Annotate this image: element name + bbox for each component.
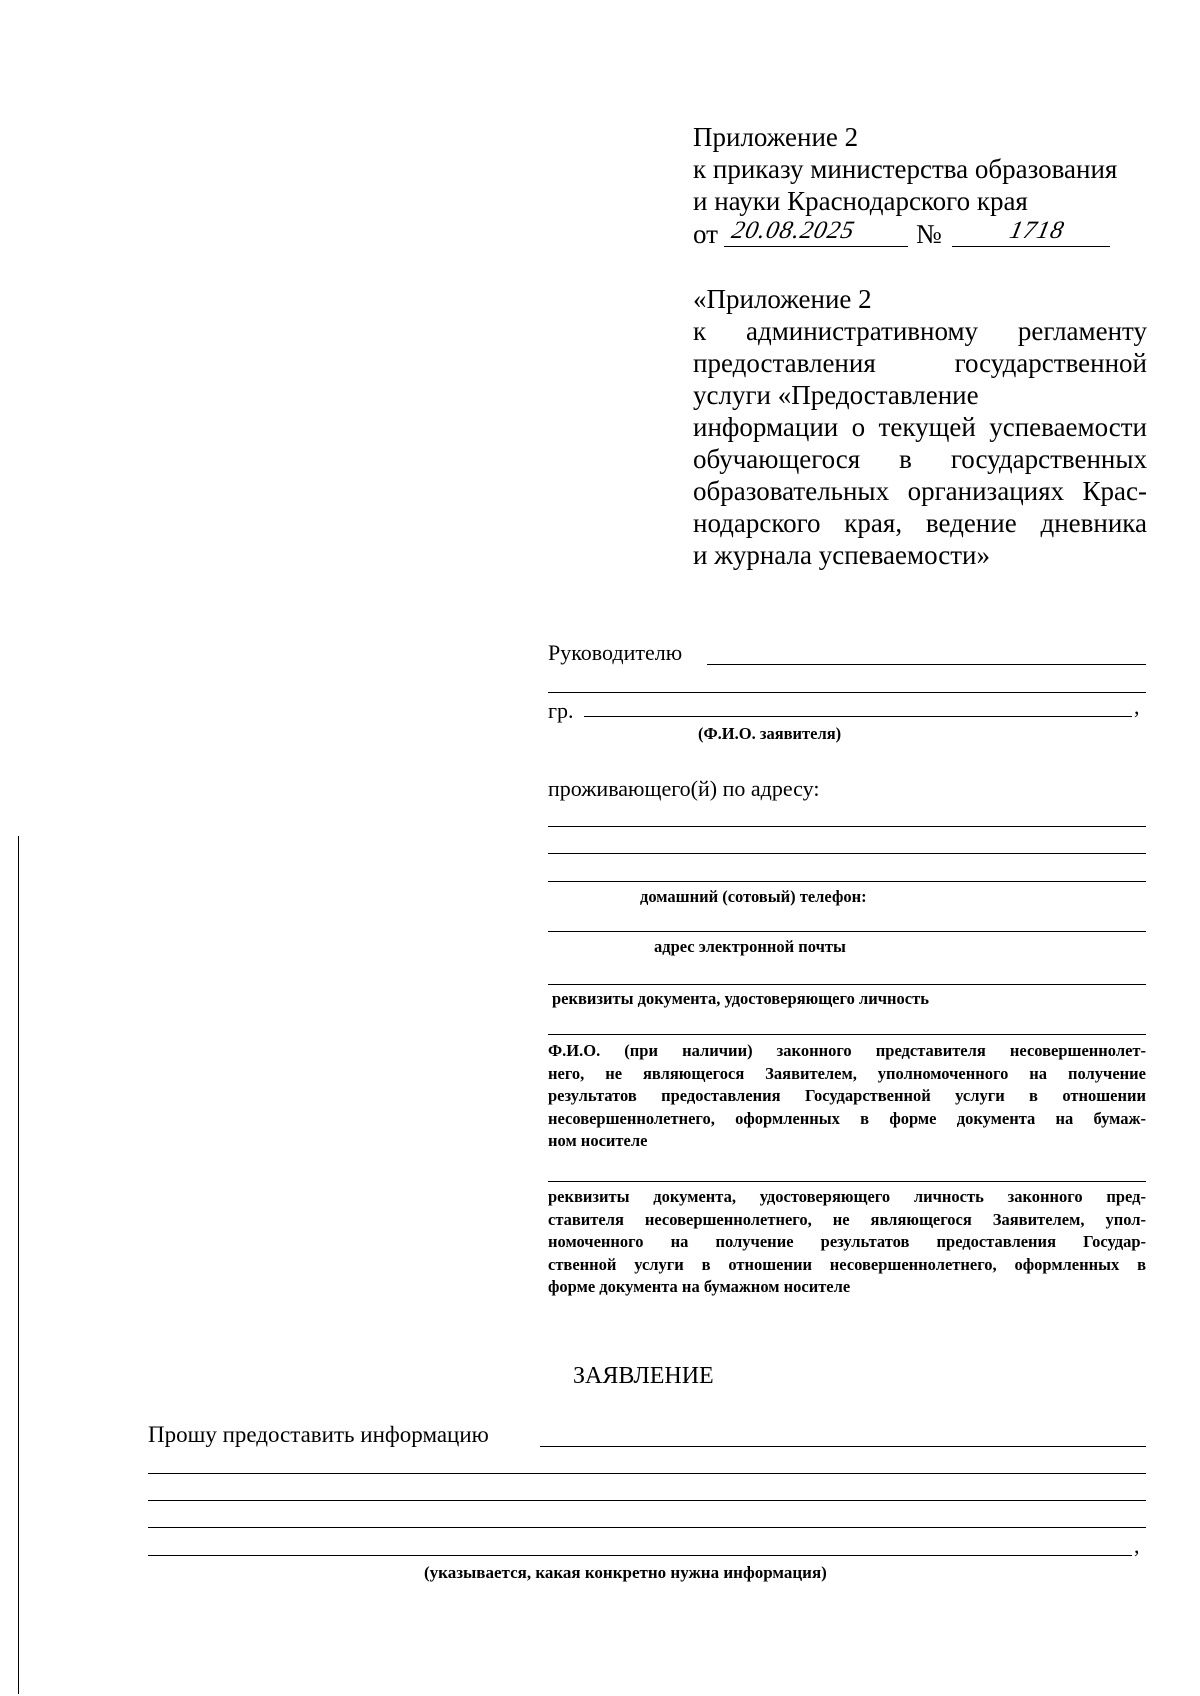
handwritten-date: 20.08.2025 bbox=[729, 217, 858, 244]
address-field-3[interactable] bbox=[548, 881, 1146, 882]
request-label: Прошу предоставить информацию bbox=[148, 1422, 489, 1447]
caption-line: ственной услуги в отношении несовершеннолетнего, оформленных в bbox=[548, 1254, 1146, 1274]
comma: , bbox=[1134, 694, 1140, 719]
regulation-title: «Приложение 2 bbox=[693, 284, 872, 314]
id-doc-caption: реквизиты документа, удостоверяющего личность bbox=[552, 989, 929, 1008]
address-field-2[interactable] bbox=[548, 853, 1146, 854]
caption-line: результатов предоставления Государственной услуги в отношении bbox=[548, 1086, 1146, 1105]
phone-field[interactable] bbox=[548, 931, 1146, 932]
caption-line: номоченного на получение результатов предоставления Государ- bbox=[548, 1232, 1146, 1251]
email-caption: адрес электронной почты bbox=[654, 937, 846, 956]
request-field-5[interactable] bbox=[148, 1555, 1132, 1556]
caption-line: реквизиты документа, удостоверяющего личность законного пред- bbox=[548, 1187, 1146, 1206]
regulation-line: услуги «Предоставление bbox=[693, 380, 979, 410]
statement-title: ЗАЯВЛЕНИЕ bbox=[573, 1363, 714, 1389]
caption-line: Ф.И.О. (при наличии) законного представителя несовершеннолет- bbox=[548, 1041, 1146, 1060]
regulation-line: и журнала успеваемости» bbox=[693, 540, 990, 570]
id-doc-field[interactable] bbox=[548, 1034, 1146, 1035]
order-line-2: и науки Краснодарского края bbox=[693, 186, 1028, 216]
applicant-fio-field[interactable] bbox=[584, 716, 1132, 717]
phone-caption: домашний (сотовый) телефон: bbox=[640, 887, 867, 906]
caption-line: ном носителе bbox=[548, 1131, 648, 1150]
regulation-line: информации о текущей успеваемости bbox=[693, 412, 1147, 442]
date-underline bbox=[724, 246, 908, 247]
fio-caption: (Ф.И.О. заявителя) bbox=[698, 724, 842, 743]
representative-field[interactable] bbox=[548, 1181, 1146, 1182]
regulation-line: к административному регламенту bbox=[693, 316, 1147, 346]
scan-margin-line bbox=[18, 836, 19, 1694]
representative-doc-caption bbox=[548, 1186, 1146, 1299]
end-comma: , bbox=[1134, 1533, 1140, 1558]
date-prefix: от bbox=[693, 219, 718, 249]
address-field-1[interactable] bbox=[548, 826, 1146, 827]
caption-line: несовершеннолетнего, оформленных в форме документа на бумаж- bbox=[548, 1108, 1146, 1128]
regulation-line: нодарского края, ведение дневника bbox=[693, 508, 1147, 538]
residing-label: проживающего(й) по адресу: bbox=[548, 776, 820, 801]
info-caption: (указывается, какая конкретно нужна информация) bbox=[424, 1563, 827, 1582]
caption-line: него, не являющегося Заявителем, уполномоченного на получение bbox=[548, 1063, 1146, 1083]
regulation-line: обучающегося в государственных bbox=[693, 444, 1147, 474]
caption-line: форме документа на бумажном носителе bbox=[548, 1277, 851, 1296]
request-field-4[interactable] bbox=[148, 1527, 1146, 1528]
request-field-3[interactable] bbox=[148, 1500, 1146, 1501]
order-line-1: к приказу министерства образования bbox=[693, 154, 1118, 184]
head-name-field-2[interactable] bbox=[548, 692, 1146, 693]
caption-line: ставителя несовершеннолетнего, не являющегося Заявителем, упол- bbox=[548, 1209, 1146, 1229]
head-label: Руководителю bbox=[548, 640, 683, 665]
regulation-line: образовательных организациях Крас- bbox=[693, 476, 1147, 506]
handwritten-number: 1718 bbox=[1007, 217, 1067, 244]
representative-caption bbox=[548, 1040, 1146, 1153]
request-field-2[interactable] bbox=[148, 1473, 1146, 1474]
head-name-field[interactable] bbox=[707, 664, 1146, 665]
email-field[interactable] bbox=[548, 984, 1146, 985]
number-underline bbox=[952, 246, 1110, 247]
regulation-line: предоставления государственной bbox=[693, 348, 1147, 378]
citizen-label: гр. bbox=[548, 698, 574, 723]
request-field-1[interactable] bbox=[540, 1446, 1146, 1447]
number-sign: № bbox=[916, 219, 942, 249]
appendix-title: Приложение 2 bbox=[693, 122, 859, 152]
